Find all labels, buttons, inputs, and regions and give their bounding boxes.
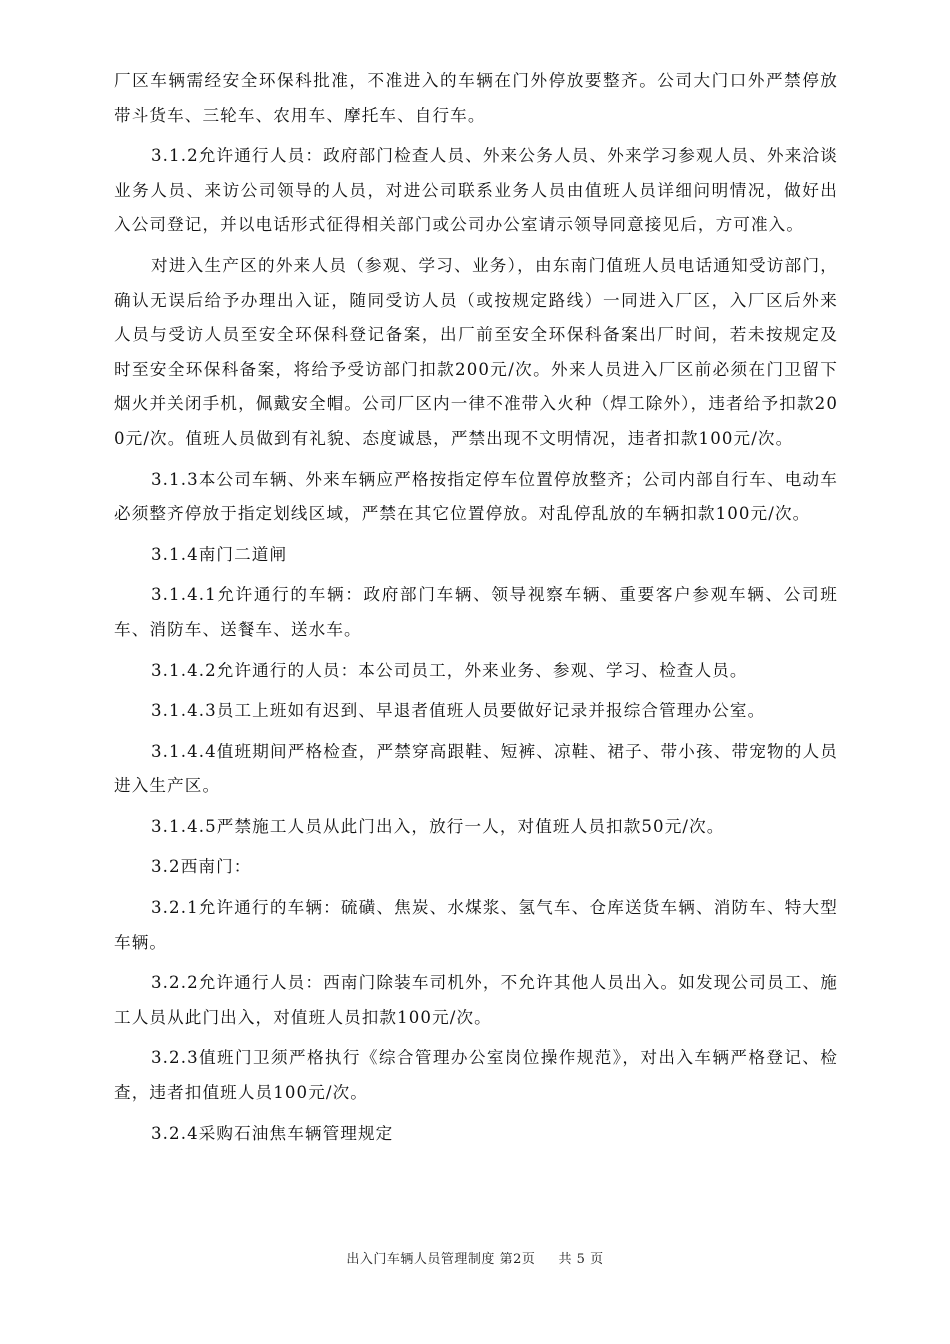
page-footer: [0, 1248, 950, 1267]
paragraph-15: 3.2.4采购石油焦车辆管理规定: [151, 1123, 394, 1143]
paragraph-12: 3.2.1允许通行的车辆：硫磺、焦炭、水煤浆、氢气车、仓库送货车辆、消防车、特大型车辆。: [114, 898, 838, 952]
footer-doc-title: 出入门车辆人员管理制度: [346, 1252, 495, 1267]
paragraph-7: 3.1.4.2允许通行的人员：本公司员工，外来业务、参观、学习、检查人员。: [151, 660, 748, 680]
footer-total-pages: 共 5 页: [558, 1252, 604, 1267]
paragraph-13: 3.2.2允许通行人员：西南门除装车司机外，不允许其他人员出入。如发现公司员工、施工人员从此门出入，对值班人员扣款100元/次。: [114, 973, 838, 1027]
paragraph-11: 3.2西南门：: [151, 857, 252, 877]
paragraph-8: 3.1.4.3员工上班如有迟到、早退者值班人员要做好记录并报综合管理办公室。: [151, 701, 766, 721]
paragraph-5: 3.1.4南门二道闸: [151, 544, 288, 564]
paragraph-6: 3.1.4.1允许通行的车辆：政府部门车辆、领导视察车辆、重要客户参观车辆、公司班车、消防车、送餐车、送水车。: [114, 585, 838, 639]
paragraph-9: 3.1.4.4值班期间严格检查，严禁穿高跟鞋、短裤、凉鞋、裙子、带小孩、带宠物的人员进入生产区。: [114, 741, 838, 796]
footer-page-number: 第2页: [499, 1252, 536, 1267]
paragraph-4: 3.1.3本公司车辆、外来车辆应严格按指定停车位置停放整齐；公司内部自行车、电动车必须整齐停放于指定划线区域，严禁在其它位置停放。对乱停乱放的车辆扣款100元/次。: [114, 469, 838, 524]
paragraph-1: 厂区车辆需经安全环保科批准，不准进入的车辆在门外停放要整齐。公司大门口外严禁停放带斗货车、三轮车、农用车、摩托车、自行车。: [114, 71, 838, 125]
paragraph-2: 3.1.2允许通行人员：政府部门检查人员、外来公务人员、外来学习参观人员、外来洽谈业务人员、来访公司领导的人员，对进公司联系业务人员由值班人员详细问明情况，做好出入公司登记，并以电话形式征得相关部门或公司办公室请示领导同意接见后，方可准入。: [114, 146, 838, 235]
paragraph-3: 对进入生产区的外来人员（参观、学习、业务），由东南门值班人员电话通知受访部门，确认无误后给予办理出入证，随同受访人员（或按规定路线）一同进入厂区，入厂区后外来人员与受访人员至安全环保科登记备案，出厂前至安全环保科备案出厂时间，若未按规定及时至安全环保科备案，将给予受访部门扣款200元/次。外来人员进入厂区前必须在门卫留下烟火并关闭手机，佩戴安全帽。公司厂区内一律不准带入火种（焊工除外），违者给予扣款200元/次。值班人员做到有礼貌、态度诚恳，严禁出现不文明情况，违者扣款100元/次。: [114, 255, 838, 448]
paragraph-14: 3.2.3值班门卫须严格执行《综合管理办公室岗位操作规范》，对出入车辆严格登记、检查，违者扣值班人员100元/次。: [114, 1048, 838, 1103]
document-body: [114, 64, 838, 1157]
paragraph-10: 3.1.4.5严禁施工人员从此门出入，放行一人，对值班人员扣款50元/次。: [151, 816, 725, 836]
